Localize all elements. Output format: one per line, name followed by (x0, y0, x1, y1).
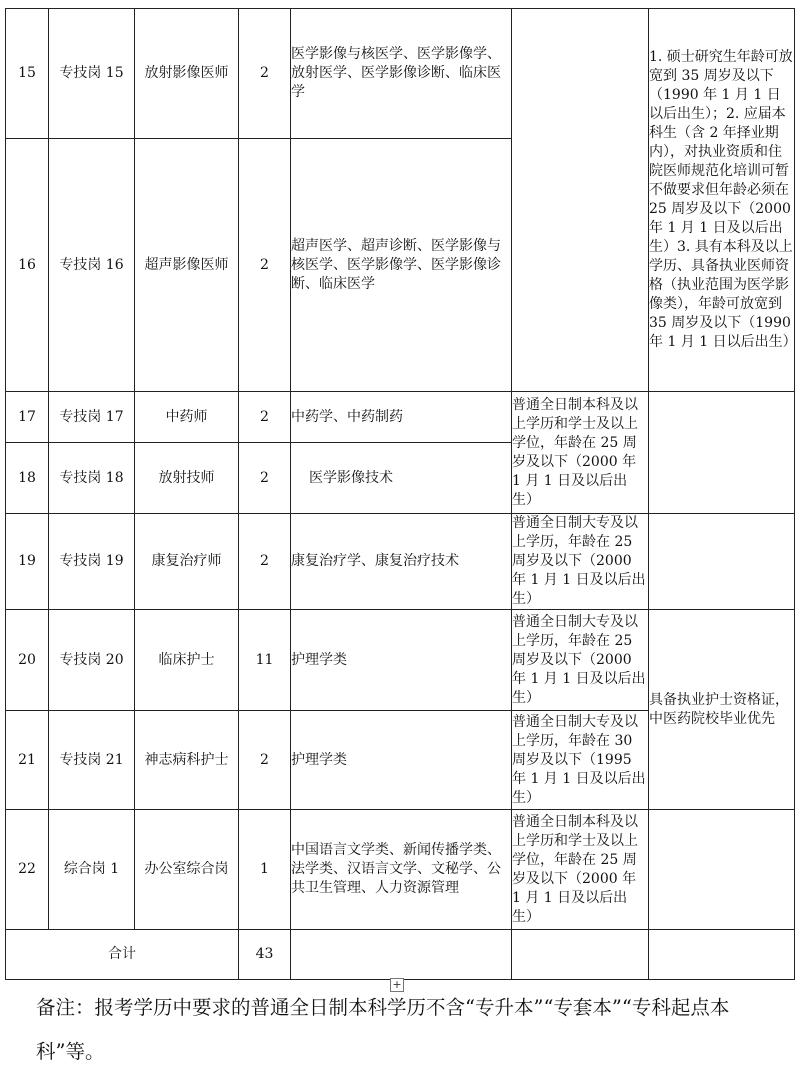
edu-requirement: 普通全日制大专及以上学历，年龄在 30 周岁及以下（1995 年 1 月 1 日及以后出生） (512, 711, 649, 810)
footnote-remark: 备注：报考学历中要求的普通全日制本科学历不含“专升本”“专套本”“专科起点本科”等。 (36, 996, 730, 1063)
row-count: 1 (239, 810, 291, 930)
row-major: 医学影像技术 (291, 443, 512, 514)
row-count: 2 (239, 711, 291, 810)
row-no: 22 (6, 810, 49, 930)
total-empty (291, 930, 512, 980)
row-post: 专技岗 17 (49, 392, 135, 443)
table-row (6, 514, 795, 610)
edu-requirement: 普通全日制大专及以上学历，年龄在 25 周岁及以下（2000 年 1 月 1 日及以后出生） (512, 610, 649, 711)
row-count: 2 (239, 139, 291, 392)
row-count: 2 (239, 443, 291, 514)
total-label: 合计 (6, 930, 239, 980)
row-major: 医学影像与核医学、医学影像学、放射医学、医学影像诊断、临床医学 (291, 9, 512, 139)
row-no: 15 (6, 9, 49, 139)
row-no: 18 (6, 443, 49, 514)
row-post: 专技岗 15 (49, 9, 135, 139)
row-no: 17 (6, 392, 49, 443)
row-post: 综合岗 1 (49, 810, 135, 930)
row-major: 护理学类 (291, 610, 512, 711)
total-empty (512, 930, 649, 980)
row-title: 中药师 (135, 392, 239, 443)
row-title: 临床护士 (135, 610, 239, 711)
row-title: 康复治疗师 (135, 514, 239, 610)
row-title: 神志病科护士 (135, 711, 239, 810)
row-post: 专技岗 21 (49, 711, 135, 810)
note-cell-empty (649, 392, 795, 514)
row-title: 超声影像医师 (135, 139, 239, 392)
total-row (6, 930, 795, 980)
note-cell-empty (649, 514, 795, 610)
row-title: 放射技师 (135, 443, 239, 514)
row-no: 16 (6, 139, 49, 392)
row-post: 专技岗 19 (49, 514, 135, 610)
row-major: 超声医学、超声诊断、医学影像与核医学、医学影像学、医学影像诊断、临床医学 (291, 139, 512, 392)
table-row (6, 9, 795, 139)
nurse-note: 具备执业护士资格证，中医药院校毕业优先 (649, 610, 795, 810)
row-post: 专技岗 18 (49, 443, 135, 514)
row-title: 办公室综合岗 (135, 810, 239, 930)
edu-requirement: 普通全日制本科及以上学历和学士及以上学位，年龄在 25 周岁及以下（2000 年 1 月 1 日及以后出生） (512, 810, 649, 930)
row-no: 20 (6, 610, 49, 711)
table-row (6, 392, 795, 443)
edu-requirement: 普通全日制本科及以上学历和学士及以上学位，年龄在 25 周岁及以下（2000 年 1 月 1 日及以后出生） (512, 392, 649, 514)
row-count: 2 (239, 9, 291, 139)
edu-cell-empty (512, 9, 649, 392)
row-post: 专技岗 16 (49, 139, 135, 392)
recruitment-table (5, 8, 795, 980)
row-no: 19 (6, 514, 49, 610)
row-count: 2 (239, 514, 291, 610)
row-no: 21 (6, 711, 49, 810)
note-cell-empty (649, 810, 795, 930)
row-count: 11 (239, 610, 291, 711)
row-count: 2 (239, 392, 291, 443)
total-empty (649, 930, 795, 980)
row-major: 护理学类 (291, 711, 512, 810)
table-row (6, 810, 795, 930)
edu-requirement: 普通全日制大专及以上学历，年龄在 25 周岁及以下（2000 年 1 月 1 日及以后出生） (512, 514, 649, 610)
row-major: 中药学、中药制药 (291, 392, 512, 443)
imaging-note: 1. 硕士研究生年龄可放宽到 35 周岁及以下（1990 年 1 月 1 日以后出生）；2. 应届本科生（含 2 年择业期内），对执业资质和住院医师规范化培训可暂不做要求但年龄必须在 25 周岁及以下（2000 年 1 月 1 日及以后出生）3. 具有本科及以上学历、具备执业医师资格（执业范围为医学影像类），年龄可放宽到 35 周岁及以下（1990 年 1 月 1 日以后出生） (649, 9, 795, 392)
row-major: 康复治疗学、康复治疗技术 (291, 514, 512, 610)
plus-handle-icon[interactable]: + (390, 978, 404, 992)
row-post: 专技岗 20 (49, 610, 135, 711)
row-major: 中国语言文学类、新闻传播学类、法学类、汉语言文学、文秘学、公共卫生管理、人力资源管理 (291, 810, 512, 930)
table-row (6, 610, 795, 711)
row-title: 放射影像医师 (135, 9, 239, 139)
total-count: 43 (239, 930, 291, 980)
